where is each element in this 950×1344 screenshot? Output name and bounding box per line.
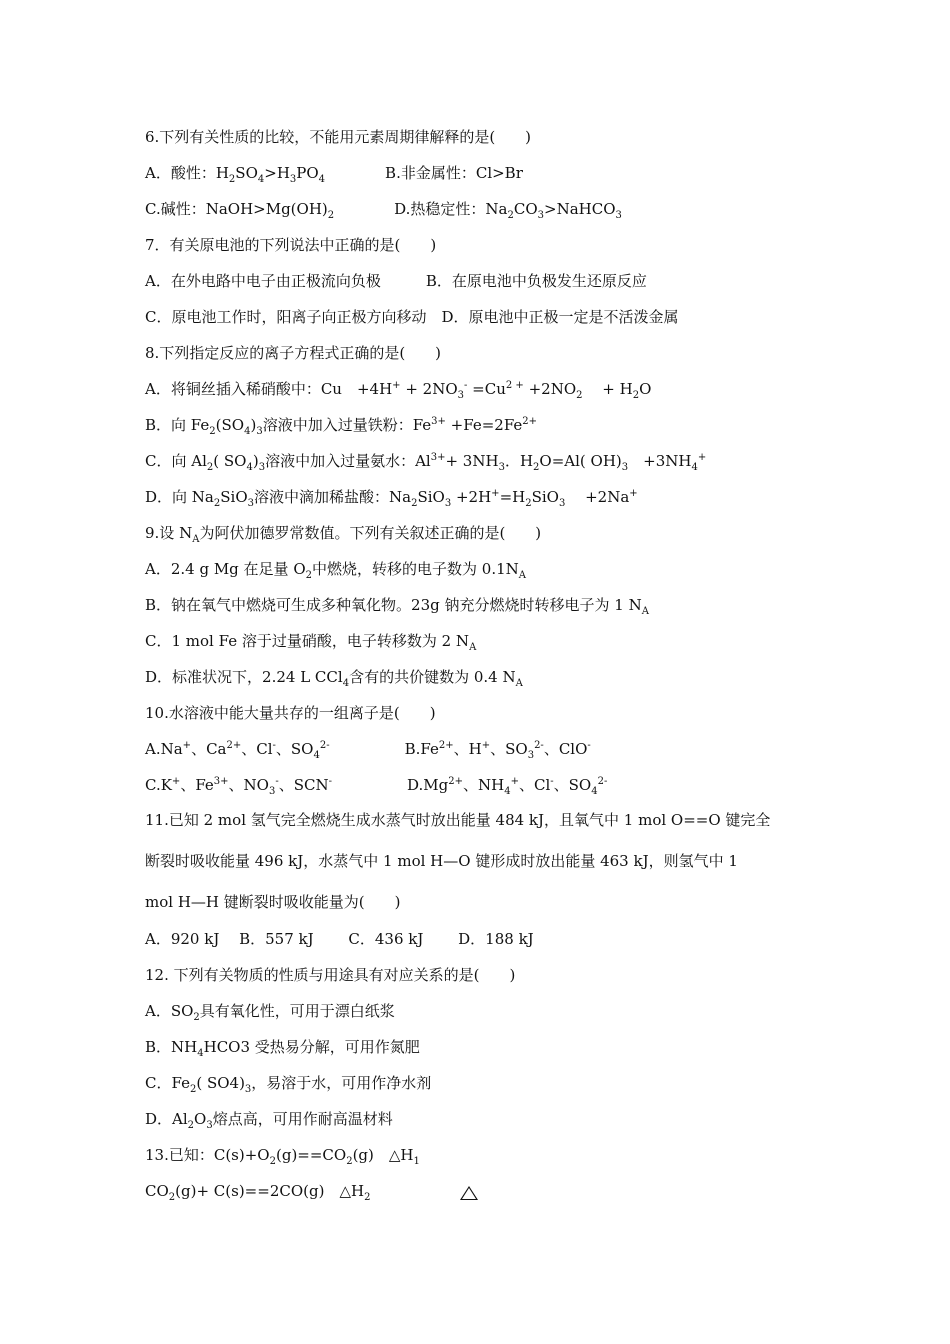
text-line-4: 7．有关原电池的下列说法中正确的是( )	[145, 236, 437, 254]
text-line-17: 10.水溶液中能大量共存的一组离子是( )	[145, 704, 436, 722]
triangle-icon	[460, 1186, 478, 1200]
text-line-24: 12. 下列有关物质的性质与用途具有对应关系的是( )	[145, 966, 516, 984]
text-line-13: A．2.4 g Mg 在足量 $O_2$中燃烧，转移的电子数为 $0.1N_A$	[145, 560, 526, 581]
text-line-11: D．向 $Na_2SiO_3$溶液中滴加稀盐酸：$Na_2SiO_3 +2H^+=H_2SiO_3$ +2Na+	[145, 488, 638, 509]
text-line-21: 断裂时吸收能量 496 kJ，水蒸气中 1 mol H—O 键形成时放出能量 463 kJ，则氢气中 1	[145, 852, 738, 870]
text-line-1: 6.下列有关性质的比较，不能用元素周期律解释的是( )	[145, 128, 532, 146]
text-line-16: D．标准状况下，2.24 L CCl$_4$含有的共价键数为 0.4 $N_A$	[145, 668, 523, 689]
text-line-28: D．$Al_2O_3$熔点高，可用作耐高温材料	[145, 1110, 393, 1131]
text-line-2: A．酸性：$H_2SO_4>H_3PO_4$ B.非金属性：Cl>Br	[145, 164, 523, 185]
text-line-15: C．1 mol Fe 溶于过量硝酸，电子转移数为 2 $N_A$	[145, 632, 477, 653]
text-line-3: C.碱性：$NaOH>Mg(OH)_2$ D.热稳定性：$Na_2CO_3>NaHCO_3$	[145, 200, 622, 221]
text-line-18: A.Na+、$Ca^{2+}$、Cl-、$SO_4^{2-}$ $B.Fe^{2+}$、H+、$SO_3^{2-}$、ClO-	[145, 740, 591, 761]
text-line-23: A．920 kJ B．557 kJ C．436 kJ D．188 kJ	[145, 930, 534, 948]
text-line-27: C．$Fe_2$( $SO4)_3$，易溶于水，可用作净水剂	[145, 1074, 432, 1095]
text-line-22: mol H—H 键断裂时吸收能量为( )	[145, 893, 401, 911]
text-line-6: C．原电池工作时，阳离子向正极方向移动 D．原电池中正极一定是不活泼金属	[145, 308, 679, 326]
text-line-7: 8.下列指定反应的离子方程式正确的是( )	[145, 344, 442, 362]
text-line-19: C.K+、$Fe^{3+}$、$NO_3^-$、SCN- $D.Mg^{2+}$、$NH_4^+$、Cl-、$SO_4^{2-}$	[145, 776, 608, 797]
text-line-26: B．$NH_4HCO3$ 受热易分解，可用作氮肥	[145, 1038, 420, 1059]
text-line-10: C．向 $Al_2$( $SO_4)_3$溶液中加入过量氨水：$Al^{3+}+ 3NH_3$．$H_2O=Al$( $OH)_3$ $+3NH_4^+$	[145, 452, 707, 473]
text-line-12: 9.设 $N_A$为阿伏加德罗常数值。下列有关叙述正确的是( )	[145, 524, 542, 545]
text-line-30: $CO_2(g)+ C(s)==2CO(g)$ $\triangle H_2$	[145, 1182, 371, 1203]
text-line-9: B．向 $Fe_2(SO_4)_3$溶液中加入过量铁粉：$Fe^{3+} +Fe=2Fe^{2+}$	[145, 416, 538, 437]
text-line-14: B．钠在氧气中燃烧可生成多种氧化物。23g 钠充分燃烧时转移电子为 1 $N_A$	[145, 596, 649, 617]
text-line-29: 13.已知：$C(s)+O_2(g)==CO_2(g)$ $\triangle H_1$	[145, 1146, 420, 1167]
text-line-20: 11.已知 2 mol 氢气完全燃烧生成水蒸气时放出能量 484 kJ，且氧气中 1 mol O==O 键完全	[145, 811, 771, 829]
text-line-5: A．在外电路中电子由正极流向负极 B．在原电池中负极发生还原反应	[145, 272, 647, 290]
text-line-25: A．$SO_2$具有氧化性，可用于漂白纸浆	[145, 1002, 395, 1023]
text-line-8: A．将铜丝插入稀硝酸中：Cu $+4H^+ + 2NO_3^- =Cu^{2 +} +2NO_2$ + $H_2O$	[145, 380, 652, 401]
